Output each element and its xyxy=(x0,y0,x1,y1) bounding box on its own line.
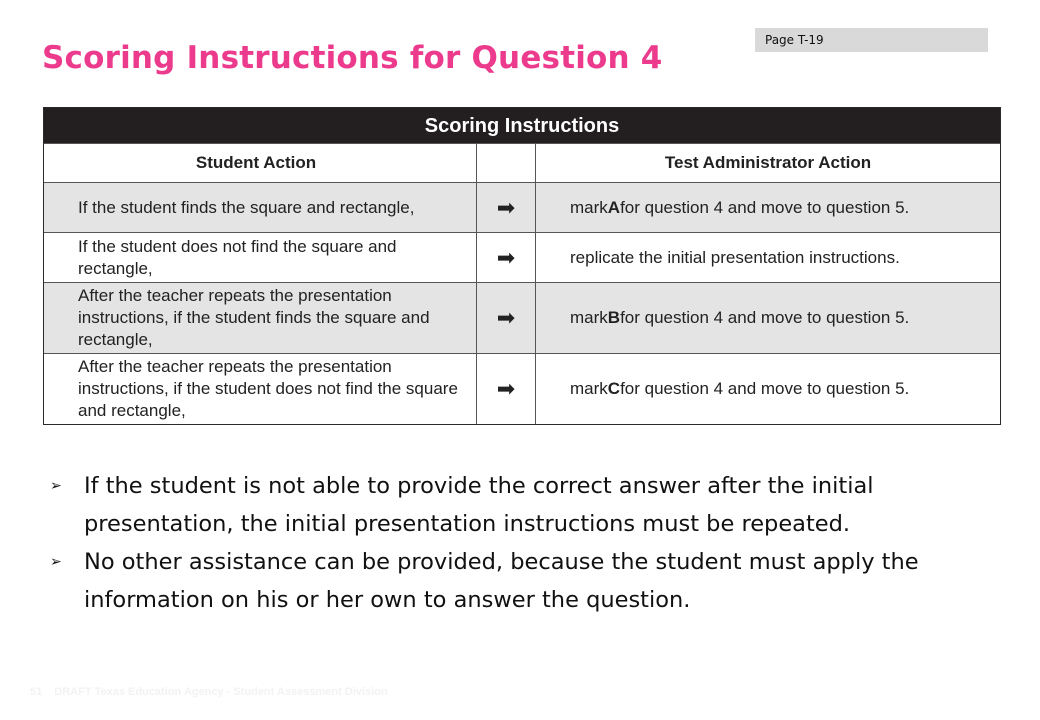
footer-text: DRAFT Texas Education Agency - Student Assessment Division xyxy=(54,686,388,698)
table-row xyxy=(44,282,1000,353)
student-action-cell: After the teacher repeats the presentation instructions, if the student finds the square and rectangle, xyxy=(44,283,477,353)
admin-action-suffix: for question 4 and move to question 5. xyxy=(620,308,910,327)
admin-action-prefix: mark xyxy=(570,197,608,217)
scoring-table xyxy=(43,107,1001,425)
arrow-bullet-icon: ➢ xyxy=(50,554,62,570)
bullet-text: No other assistance can be provided, because the student must apply the information on his or her own to answer the question. xyxy=(84,549,919,613)
right-arrow-icon: ➡ xyxy=(477,183,536,232)
student-action-cell: If the student finds the square and rectangle, xyxy=(44,183,477,232)
admin-action-suffix: for question 4 and move to question 5. xyxy=(620,197,910,217)
page-title: Scoring Instructions for Question 4 xyxy=(42,40,663,76)
table-row xyxy=(44,232,1000,282)
admin-action-prefix: mark xyxy=(570,379,608,398)
admin-action-prefix: replicate the initial presentation instructions. xyxy=(570,247,900,267)
student-action-cell: If the student does not find the square and rectangle, xyxy=(44,233,477,282)
page-label: Page T-19 xyxy=(755,28,988,52)
admin-action-mark: B xyxy=(607,308,621,327)
bullet-text: If the student is not able to provide the correct answer after the initial presentation, the initial presentation instructions must be repeated. xyxy=(84,473,874,537)
footer-page-number: 51 xyxy=(30,686,43,698)
table-row xyxy=(44,182,1000,232)
student-action-cell: After the teacher repeats the presentation instructions, if the student does not find the square and rectangle, xyxy=(44,354,477,424)
bullet-item xyxy=(48,543,1008,619)
table-row xyxy=(44,353,1000,424)
admin-action-header: Test Administrator Action xyxy=(664,153,872,172)
table-header-row xyxy=(44,143,1000,182)
admin-action-suffix: for question 4 and move to question 5. xyxy=(620,379,910,398)
admin-action-mark: A xyxy=(607,197,621,217)
right-arrow-icon: ➡ xyxy=(477,354,536,424)
table-title: Scoring Instructions xyxy=(44,108,1000,143)
right-arrow-icon: ➡ xyxy=(477,233,536,282)
admin-action-cell xyxy=(536,233,1000,282)
admin-action-prefix: mark xyxy=(570,308,608,327)
footer xyxy=(30,686,400,698)
arrow-bullet-icon: ➢ xyxy=(50,478,62,494)
admin-action-cell xyxy=(536,283,1000,353)
admin-action-cell xyxy=(536,354,1000,424)
arrow-header-cell xyxy=(477,144,536,182)
student-action-header: Student Action xyxy=(44,144,477,182)
instruction-bullets xyxy=(48,467,1008,619)
admin-action-mark: C xyxy=(607,379,621,398)
bullet-item xyxy=(48,467,1008,543)
admin-action-cell xyxy=(536,183,1000,232)
right-arrow-icon: ➡ xyxy=(477,283,536,353)
